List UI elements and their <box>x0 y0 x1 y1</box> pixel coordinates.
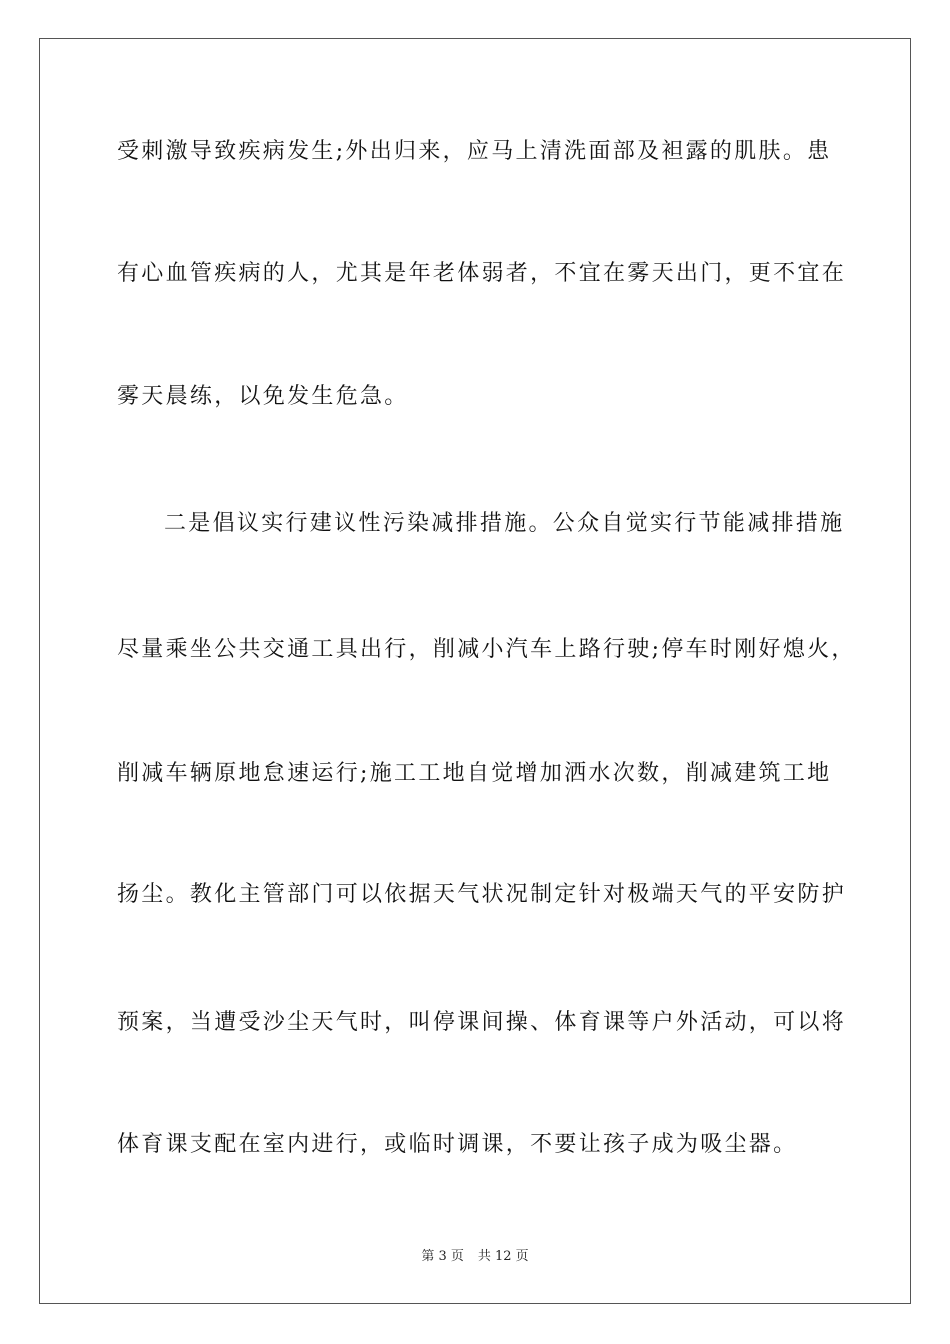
body-text-line: 削减车辆原地怠速运行;施工工地自觉增加洒水次数，削减建筑工地 <box>117 761 832 786</box>
body-text-line: 受刺激导致疾病发生;外出归来，应马上清洗面部及袒露的肌肤。患 <box>117 139 832 164</box>
page-total: 共 12 页 <box>477 1249 529 1264</box>
body-text-line: 雾天晨练，以免发生危急。 <box>117 384 409 409</box>
page-footer <box>0 1248 950 1266</box>
paragraph-first-line: 二是倡议实行建议性污染减排措施。公众自觉实行节能减排措施 <box>164 511 845 536</box>
body-text-line: 扬尘。教化主管部门可以依据天气状况制定针对极端天气的平安防护 <box>117 882 847 907</box>
body-text-line: 有心血管疾病的人，尤其是年老体弱者，不宜在雾天出门，更不宜在 <box>117 261 847 286</box>
page-number: 第 3 页 <box>421 1249 464 1264</box>
body-text-line: 尽量乘坐公共交通工具出行，削减小汽车上路行驶;停车时刚好熄火， <box>117 637 856 662</box>
body-text-line: 预案，当遭受沙尘天气时，叫停课间操、体育课等户外活动，可以将 <box>117 1010 847 1035</box>
page-border <box>39 38 911 1304</box>
body-text-line: 体育课支配在室内进行，或临时调课，不要让孩子成为吸尘器。 <box>117 1132 798 1157</box>
